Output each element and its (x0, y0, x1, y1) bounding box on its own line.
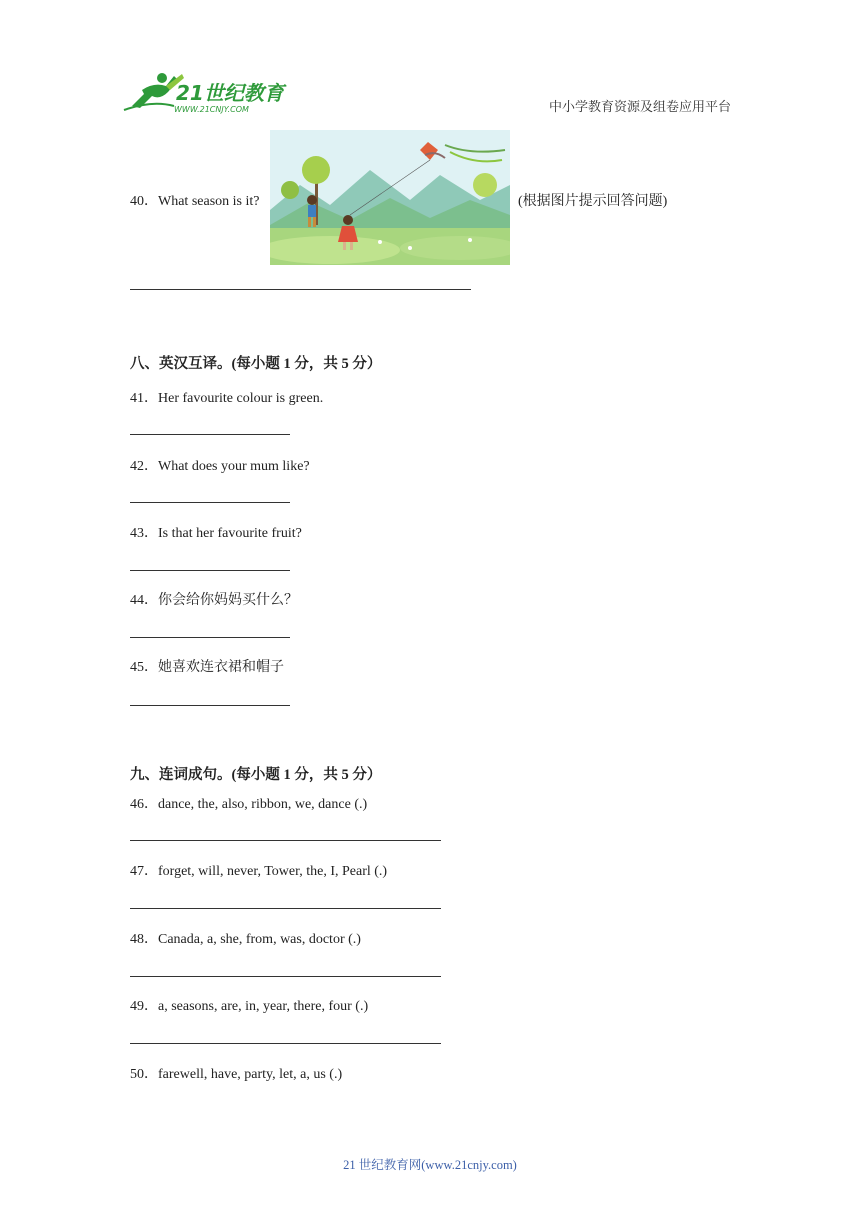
section-8-title: 八、英汉互译。(每小题 1 分，共 5 分） (130, 356, 382, 372)
question-42: 42．What does your mum like? (130, 459, 310, 474)
spring-kite-illustration (270, 130, 510, 265)
question-50: 50．farewell, have, party, let, a, us (.) (130, 1067, 343, 1082)
question-44: 44．你会给你妈妈买什么？ (130, 593, 298, 608)
question-46: 46．dance, the, also, ribbon, we, dance (.) (130, 797, 368, 812)
header-tagline: 中小学教育资源及组卷应用平台 (549, 99, 732, 114)
answer-line-42 (130, 502, 290, 503)
answer-line-49 (130, 1043, 441, 1044)
question-43: 43．Is that her favourite fruit? (130, 526, 302, 541)
logo-text: 21世纪教育 (176, 81, 284, 105)
logo-url: WWW.21CNJY.COM (174, 105, 249, 114)
site-logo (122, 70, 297, 116)
question-40: 40．What season is it? (130, 194, 260, 209)
answer-line-44 (130, 637, 290, 638)
question-41: 41．Her favourite colour is green. (130, 391, 324, 406)
question-47: 47．forget, will, never, Tower, the, I, Pearl (.) (130, 864, 388, 879)
answer-line-47 (130, 908, 441, 909)
question-40-hint: (根据图片提示回答问题) (518, 194, 668, 209)
question-45: 45．她喜欢连衣裙和帽子 (130, 660, 284, 675)
answer-line-43 (130, 570, 290, 571)
answer-line-41 (130, 434, 290, 435)
answer-line-48 (130, 976, 441, 977)
question-48: 48．Canada, a, she, from, was, doctor (.) (130, 932, 361, 947)
answer-line-46 (130, 840, 441, 841)
answer-line-40 (130, 289, 471, 290)
question-49: 49．a, seasons, are, in, year, there, four (.) (130, 999, 369, 1014)
section-9-title: 九、连词成句。(每小题 1 分，共 5 分） (130, 767, 382, 783)
footer-link[interactable]: 21 世纪教育网(www.21cnjy.com) (343, 1158, 517, 1172)
answer-line-45 (130, 705, 290, 706)
